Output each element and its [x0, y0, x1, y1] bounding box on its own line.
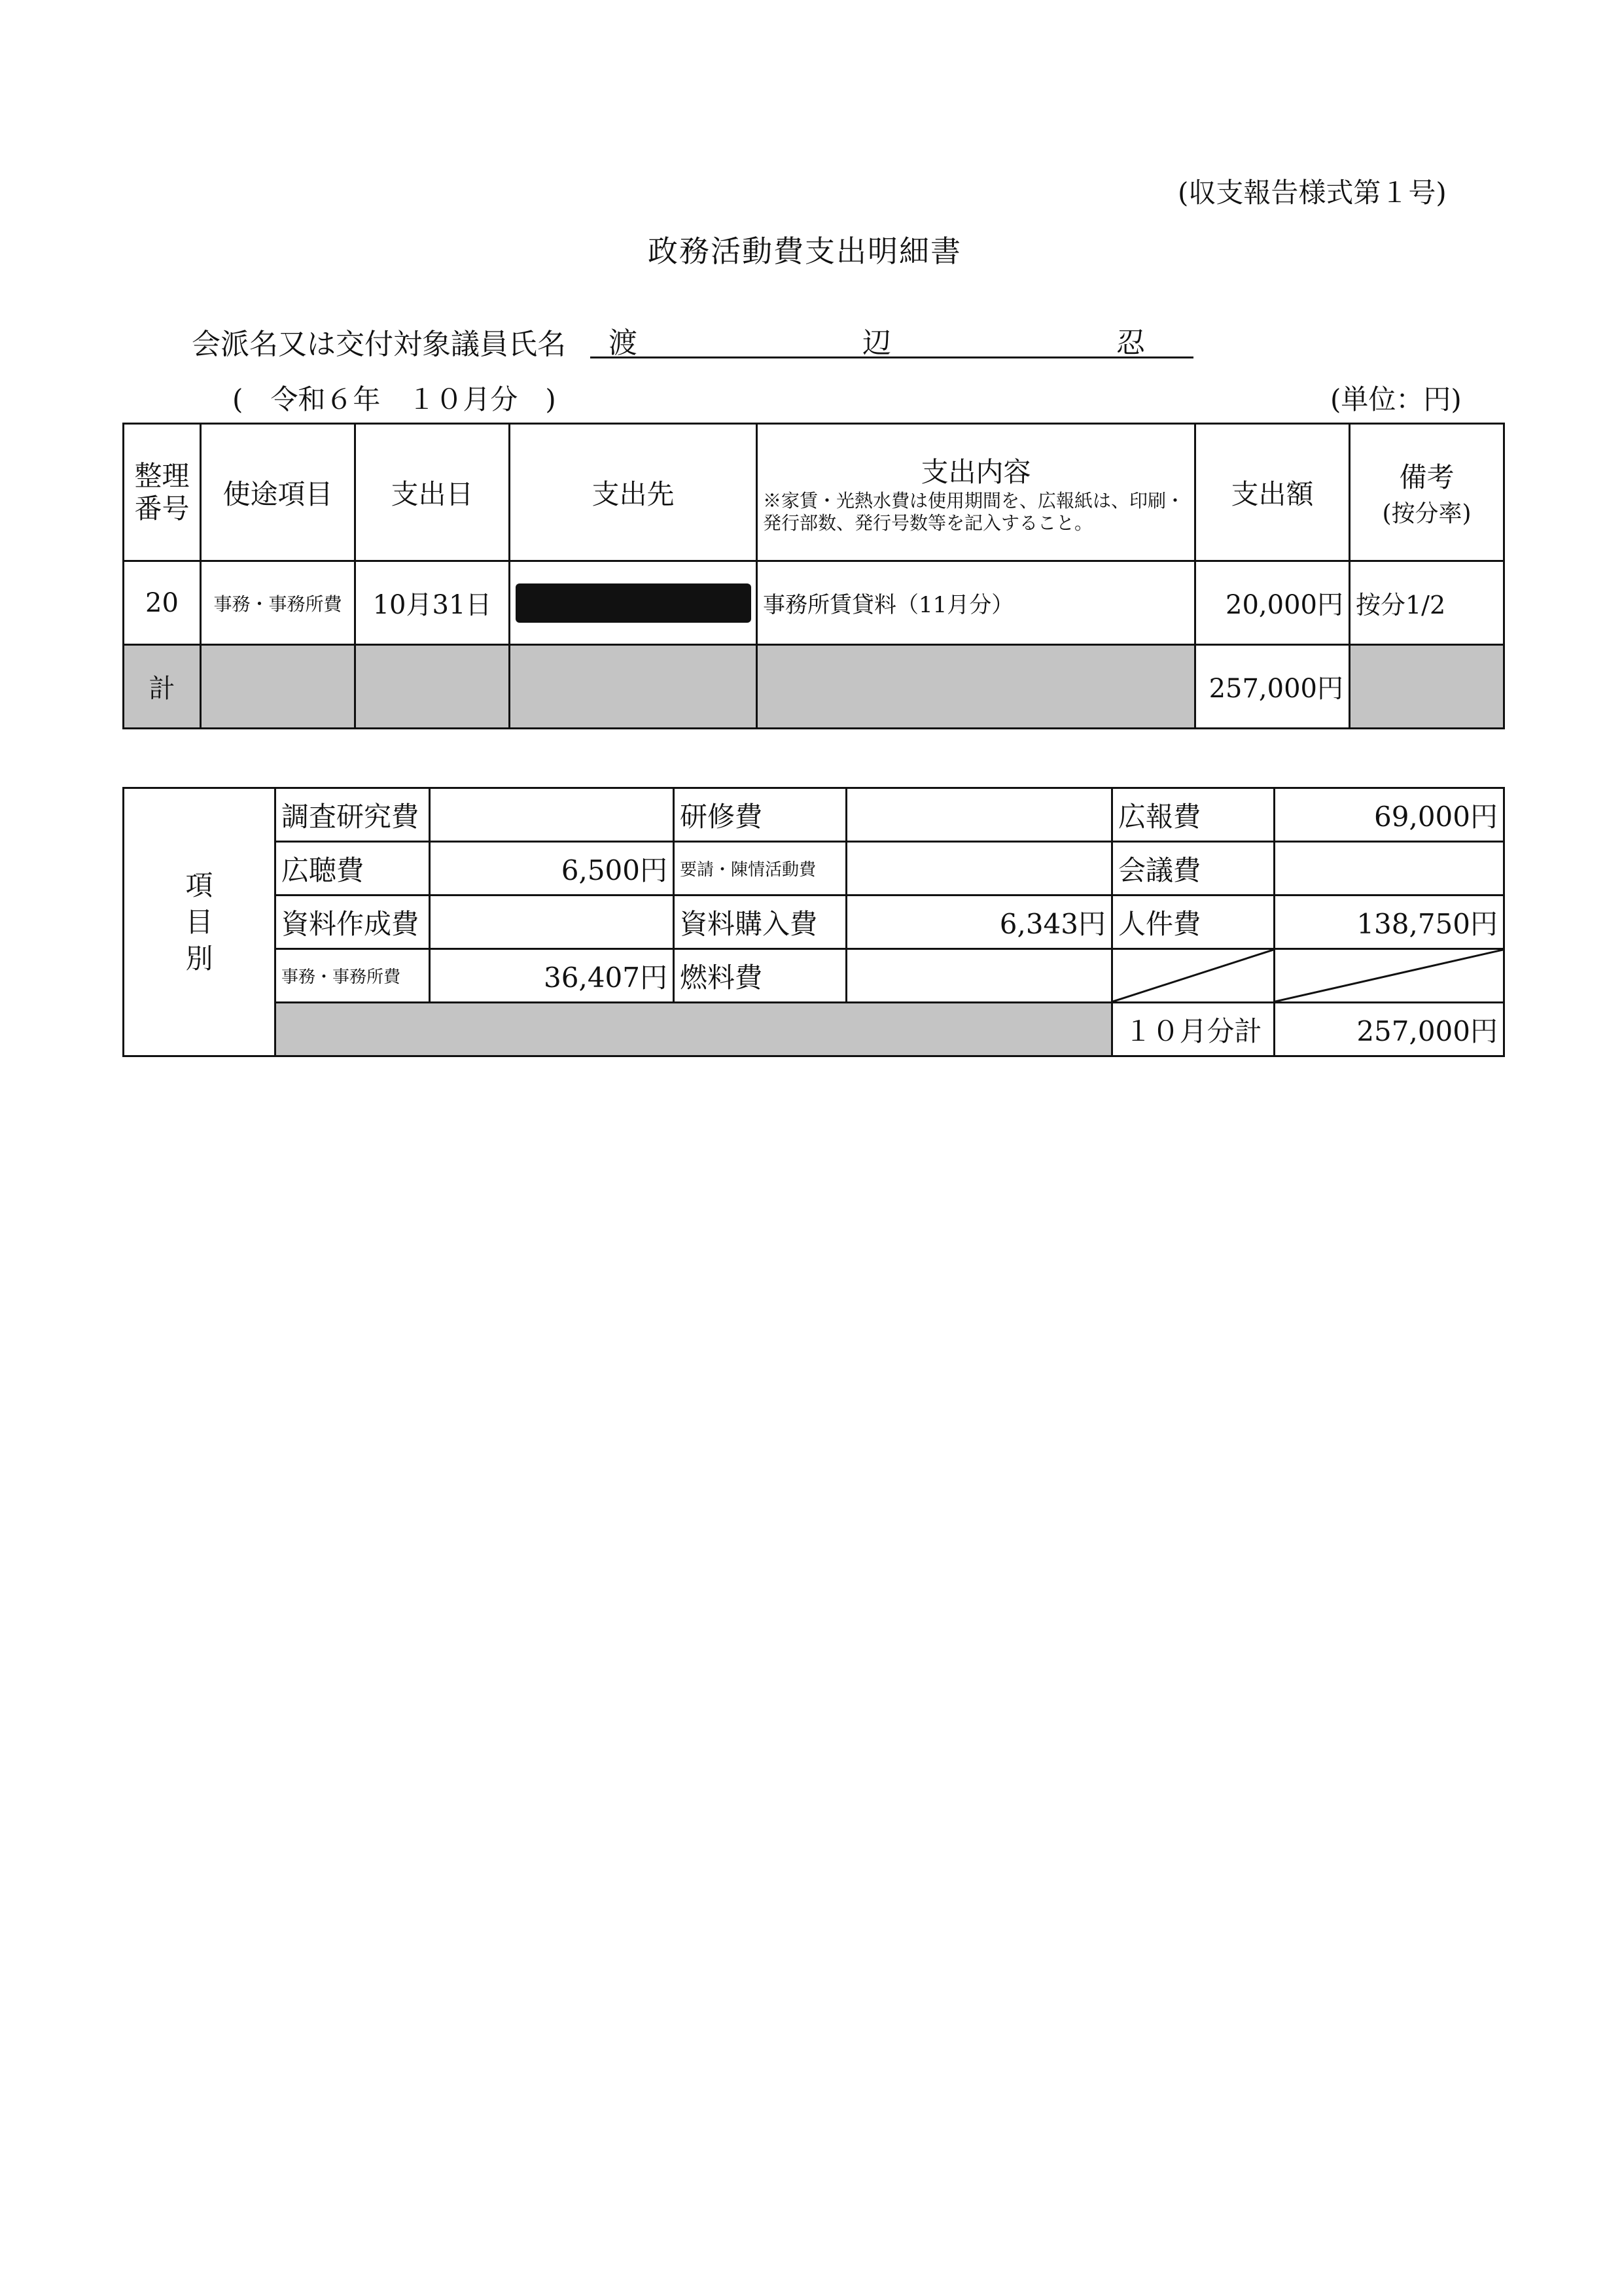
category-label: 資料作成費	[275, 896, 430, 949]
category-amount	[430, 896, 674, 949]
header-content-note: ※家賃・光熱水費は使用期間を、広報紙は、印刷・発行部数、発行号数等を記入すること。	[763, 489, 1185, 534]
category-label: 研修費	[674, 788, 847, 842]
header-no: 整理 番号	[124, 424, 201, 561]
category-label: 会議費	[1112, 842, 1275, 896]
member-name-part: 渡	[609, 326, 637, 360]
unit-label: (単位：円)	[1330, 383, 1462, 415]
header-content	[757, 424, 1195, 561]
total-empty-cell	[757, 645, 1195, 729]
row-purpose: 事務・事務所費	[201, 561, 355, 645]
category-side-label	[124, 788, 275, 1056]
month-total-gray-cell	[275, 1003, 1112, 1056]
table-row	[124, 561, 1504, 645]
diagonal-line	[1275, 950, 1503, 1001]
category-label: 人件費	[1112, 896, 1275, 949]
header-remarks-sub: (按分率)	[1382, 500, 1472, 527]
category-amount	[1275, 842, 1504, 896]
category-row	[124, 788, 1504, 842]
category-label: 調査研究費	[275, 788, 430, 842]
total-row	[124, 645, 1504, 729]
side-char: 目	[185, 905, 213, 938]
category-row	[124, 842, 1504, 896]
diagonal-empty-cell	[1275, 949, 1504, 1003]
expense-detail-table	[122, 423, 1505, 729]
row-payee	[510, 561, 757, 645]
member-name-part: 忍	[1116, 326, 1145, 360]
category-label: 燃料費	[674, 949, 847, 1003]
header-content-title: 支出内容	[921, 455, 1031, 488]
category-amount: 69,000円	[1275, 788, 1504, 842]
diagonal-line	[1113, 950, 1273, 1001]
row-amount: 20,000円	[1195, 561, 1350, 645]
redaction-block	[516, 583, 751, 623]
row-remarks: 按分1/2	[1350, 561, 1504, 645]
period: ( 令和６年 １０月分 )	[232, 383, 556, 415]
month-total-label: １０月分計	[1112, 1003, 1275, 1056]
category-amount: 138,750円	[1275, 896, 1504, 949]
category-row	[124, 896, 1504, 949]
form-number: (収支報告様式第１号)	[1178, 177, 1447, 209]
total-empty-cell	[355, 645, 510, 729]
category-label: 資料購入費	[674, 896, 847, 949]
category-label: 事務・事務所費	[275, 949, 430, 1003]
total-label: 計	[124, 645, 201, 729]
side-char: 別	[185, 942, 213, 975]
category-label: 広聴費	[275, 842, 430, 896]
row-content: 事務所賃貸料（11月分）	[757, 561, 1195, 645]
category-amount	[847, 788, 1112, 842]
total-empty-cell	[1350, 645, 1504, 729]
diagonal-empty-cell	[1112, 949, 1275, 1003]
header-amount: 支出額	[1195, 424, 1350, 561]
month-total-row	[124, 1003, 1504, 1056]
category-amount	[430, 788, 674, 842]
member-name-part: 辺	[862, 326, 891, 360]
month-total-amount: 257,000円	[1275, 1003, 1504, 1056]
category-amount	[847, 949, 1112, 1003]
row-date: 10月31日	[355, 561, 510, 645]
category-amount: 6,343円	[847, 896, 1112, 949]
category-label: 広報費	[1112, 788, 1275, 842]
member-label: 会派名又は交付対象議員氏名	[192, 328, 566, 361]
row-no: 20	[124, 561, 201, 645]
side-char: 項	[185, 869, 213, 901]
header-date: 支出日	[355, 424, 510, 561]
header-remarks-title: 備考	[1399, 461, 1455, 493]
category-summary-table	[122, 787, 1505, 1057]
total-amount: 257,000円	[1195, 645, 1350, 729]
category-amount: 36,407円	[430, 949, 674, 1003]
category-row	[124, 949, 1504, 1003]
total-empty-cell	[510, 645, 757, 729]
table-header-row	[124, 424, 1504, 561]
header-payee: 支出先	[510, 424, 757, 561]
document-title: 政務活動費支出明細書	[648, 234, 962, 269]
total-empty-cell	[201, 645, 355, 729]
member-name	[609, 319, 1184, 361]
header-purpose: 使途項目	[201, 424, 355, 561]
category-amount: 6,500円	[430, 842, 674, 896]
category-amount	[847, 842, 1112, 896]
category-label: 要請・陳情活動費	[674, 842, 847, 896]
header-remarks	[1350, 424, 1504, 561]
